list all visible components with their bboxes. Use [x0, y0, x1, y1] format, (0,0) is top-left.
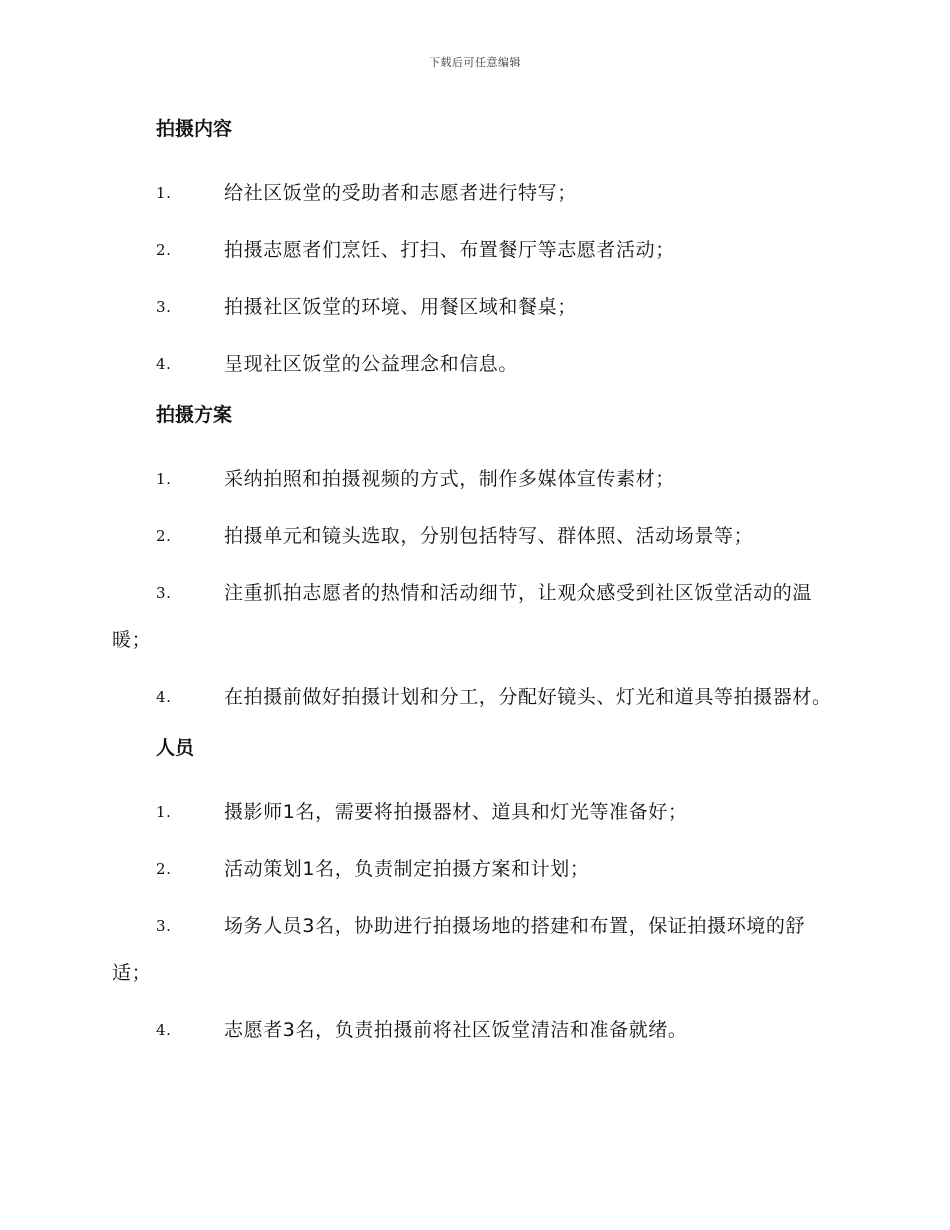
list-item-text: 采纳拍照和拍摄视频的方式，制作多媒体宣传素材；: [224, 468, 675, 490]
list-item-number: 3.: [156, 584, 172, 602]
section-shooting-plan: [112, 398, 836, 731]
list-item: [112, 341, 836, 398]
section-personnel: [112, 731, 836, 1064]
list-item-text: 在拍摄前做好拍摄计划和分工，分配好镜头、灯光和道具等拍摄器材。: [224, 686, 832, 708]
list-item: [112, 227, 836, 284]
list-item-number: 1.: [156, 470, 172, 488]
list-item-text: 场务人员3名，协助进行拍摄场地的搭建和布置，保证拍摄环境的舒适；: [112, 915, 806, 984]
list-item-text: 摄影师1名，需要将拍摄器材、道具和灯光等准备好；: [224, 801, 688, 823]
section-title: 人员: [156, 737, 195, 759]
list-item: [112, 284, 836, 341]
list-item-number: 2.: [156, 860, 172, 878]
list-item-number: 2.: [156, 241, 172, 259]
list-item-text: 拍摄社区饭堂的环境、用餐区域和餐桌；: [224, 296, 577, 318]
list-item-text: 拍摄单元和镜头选取，分别包括特写、群体照、活动场景等；: [224, 525, 754, 547]
document-body: [112, 112, 836, 1064]
section-shooting-content: [112, 112, 836, 398]
numbered-list: [112, 789, 836, 1064]
page-header-note: 下载后可任意编辑: [429, 56, 521, 69]
list-item-number: 4.: [156, 355, 172, 373]
section-title: 拍摄方案: [156, 404, 233, 426]
list-item-text: 给社区饭堂的受助者和志愿者进行特写；: [224, 182, 577, 204]
list-item: [112, 903, 836, 1007]
list-item-text: 呈现社区饭堂的公益理念和信息。: [224, 353, 519, 375]
list-item: [112, 456, 836, 513]
list-item: [112, 1007, 836, 1064]
list-item: [112, 513, 836, 570]
numbered-list: [112, 456, 836, 731]
list-item-number: 2.: [156, 527, 172, 545]
list-item-number: 1.: [156, 803, 172, 821]
list-item: [112, 570, 836, 674]
list-item-text: 拍摄志愿者们烹饪、打扫、布置餐厅等志愿者活动；: [224, 239, 675, 261]
list-item: [112, 846, 836, 903]
section-title: 拍摄内容: [156, 118, 233, 140]
list-item-text: 志愿者3名，负责拍摄前将社区饭堂清洁和准备就绪。: [224, 1019, 688, 1041]
list-item-number: 1.: [156, 184, 172, 202]
list-item: [112, 170, 836, 227]
list-item-number: 3.: [156, 917, 172, 935]
list-item-number: 4.: [156, 688, 172, 706]
list-item-number: 4.: [156, 1021, 172, 1039]
list-item: [112, 674, 836, 731]
list-item-text: 注重抓拍志愿者的热情和活动细节，让观众感受到社区饭堂活动的温暖；: [112, 582, 813, 651]
list-item-text: 活动策划1名，负责制定拍摄方案和计划；: [224, 858, 590, 880]
list-item-number: 3.: [156, 298, 172, 316]
numbered-list: [112, 170, 836, 398]
list-item: [112, 789, 836, 846]
